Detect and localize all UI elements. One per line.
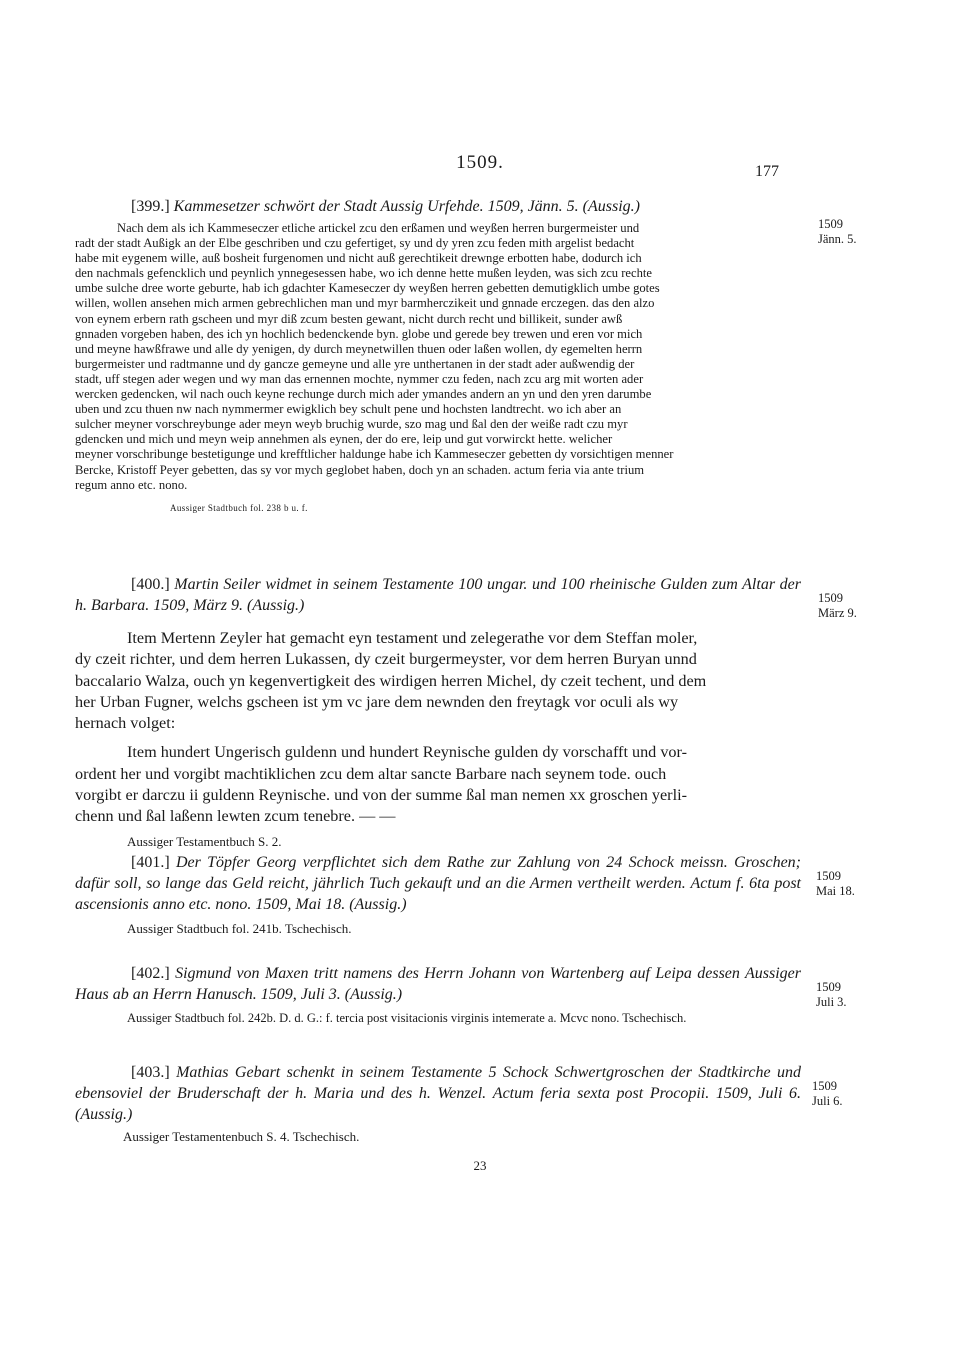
text-line: und meyne hawßfrawe und alle dy yenigen, dy durch meynetwillen thuen oder laßen wollen, dy egemelten herrn	[75, 341, 643, 356]
text-line: Nach dem als ich Kammeseczer etliche artickel zcu den erßamen und weyßen herren burgermeister und	[117, 221, 640, 235]
text-line: habe mit eygenem wille, auß bosheit furgenomen und nicht auß gerechtikeit drewnge erbotten habe, dodurch ich	[75, 251, 642, 266]
text-line: umbe sulche dree worte geburte, hab ich gdachter Kameseczer dy weyßen herren gebetten demutigklich umbe gotes	[75, 281, 660, 296]
margin-day: Jänn. 5.	[818, 232, 857, 246]
text-line: her Urban Fugner, welchs gscheen ist ym vc jare dem newnden den freytagk vor oculi als wy	[75, 692, 679, 711]
text-line: radt der stadt Außigk an der Elbe geschriben und czu gefertiget, sy und dy yren zcu feden mith argelist bedacht	[75, 236, 635, 251]
entry-399-source: Aussiger Stadtbuch fol. 238 b u. f.	[170, 502, 308, 513]
text-line: Bercke, Kristoff Peyer gebetten, das sy vor mych geglobet haben, doch yn an schaden. actum feria via ante trium	[75, 462, 645, 477]
entry-400-text	[75, 628, 801, 828]
entry-number: [401.]	[131, 854, 170, 871]
text-line: Item hundert Ungerisch guldenn und hundert Reynische gulden dy vorschafft und vor-	[127, 743, 687, 762]
margin-year: 1509	[816, 980, 841, 994]
entry-regest-tail: Actum f. 6ta post ascensionis anno etc. nono. 1509, Mai 18. (Aussig.)	[75, 875, 801, 913]
entry-399-heading	[75, 196, 801, 217]
entry-401-heading	[75, 852, 801, 915]
text-line: den nachmals gefencklich und peynlich ynnegesessen habe, wo ich denne hette mußen leyden, was sich zcu rechte	[75, 266, 653, 281]
page-number: 177	[755, 163, 779, 180]
entry-400	[75, 574, 801, 850]
text-line: sulcher meyner vorschreybunge ader meyn weyb bruchig wurde, szo mag und ßal den der weiße radt czu myr	[75, 417, 628, 432]
text-line: hernach volget:	[75, 714, 176, 733]
entry-403-source: Aussiger Testamentenbuch S. 4. Tschechisch.	[123, 1129, 360, 1144]
text-line: willen, wollen ansehen mich armen gebrechlichen man und myr barmherczikeit und gnnade erczegen. das den alzo	[75, 296, 655, 311]
text-line: vorgibt er darczu ii guldenn Reynische. und von der summe ßal man nemen xx groschen yerli-	[75, 786, 687, 805]
entry-402-heading	[75, 963, 801, 1005]
entry-399-text	[75, 221, 801, 493]
margin-year: 1509	[818, 217, 843, 231]
entry-number: [399.]	[131, 198, 170, 215]
margin-date-401	[816, 869, 886, 899]
entry-400-source: Aussiger Testamentbuch S. 2.	[127, 833, 282, 849]
text-line: Item Mertenn Zeyler hat gemacht eyn testament und zelegerathe vor dem Steffan moler,	[127, 629, 698, 647]
entry-regest: Der Töpfer Georg verpflichtet sich dem Rathe zur Zahlung von 24 Schock meissn. Groschen; dafür soll, so lange das Geld reicht, jährlich Tuch gekauft und an die Armen vertheilt werden.	[75, 854, 802, 892]
text-line: dy czeit richter, und dem herren Lukassen, dy czeit burgermeyster, vor dem herren Buryan unnd	[75, 650, 697, 669]
margin-day: Juli 6.	[812, 1094, 843, 1108]
margin-year: 1509	[818, 591, 843, 605]
text-line: baccalario Walza, ouch yn kegenvertigkeit des wirdigen herren Michel, dy czeit techent, und dem	[75, 671, 707, 690]
margin-date-402	[816, 980, 886, 1010]
text-line: gnnaden vorgeben haben, des ich yn hochlich bedenckende byn. globe und gerede bey trewen und eren vor mich	[75, 326, 643, 341]
signature-mark: 23	[473, 1158, 487, 1173]
entry-regest: Sigmund von Maxen tritt namens des Herrn Johann von Wartenberg auf Leipa dessen Aussiger Haus ab an Herrn Hanusch. 1509, Juli 3. (Aussig.)	[75, 965, 802, 1003]
entry-number: [402.]	[131, 965, 170, 982]
margin-date-399	[818, 217, 888, 247]
margin-day: Mai 18.	[816, 884, 855, 898]
entry-399	[75, 196, 801, 513]
text-line: von eynem erbern rath gscheen und myr diß zcum besten gewant, nicht durch recht und billikeit, sunder awß	[75, 311, 623, 326]
text-line: regum anno etc. nono.	[75, 477, 188, 492]
entry-regest: Kammesetzer schwört der Stadt Aussig Urfehde. 1509, Jänn. 5. (Aussig.)	[173, 198, 640, 215]
entry-403	[75, 1062, 801, 1145]
margin-date-403	[812, 1079, 882, 1109]
margin-day: März 9.	[818, 606, 857, 620]
entry-403-heading	[75, 1062, 801, 1125]
entry-number: [400.]	[131, 576, 170, 593]
text-line: chenn und ßal laßenn lewten zcum tenebre. — —	[75, 807, 396, 826]
margin-date-400	[818, 591, 888, 621]
entry-401-source: Aussiger Stadtbuch fol. 241b. Tschechisch.	[127, 921, 352, 936]
text-line: meyner vorschribunge bestetigunge und krefftlicher haldunge habe ich Kammeseczer gebetten dy vorsichtigen menner	[75, 447, 674, 462]
margin-year: 1509	[816, 869, 841, 883]
entry-402-source: Aussiger Stadtbuch fol. 242b. D. d. G.: f. tercia post visitacionis virginis intemerate a. Mcvc nono. Tschechisch.	[127, 1011, 687, 1025]
margin-year: 1509	[812, 1079, 837, 1093]
entry-number: [403.]	[131, 1064, 170, 1081]
entry-regest: Mathias Gebart schenkt in seinem Testamente 5 Schock Schwertgroschen der Stadtkirche und ebensoviel der Bruderschaft der h. Maria und des h. Wenzel.	[75, 1064, 802, 1102]
entry-401	[75, 852, 801, 937]
text-line: ordent her und vorgibt machtiklichen zcu dem altar sancte Barbare nach seynem tode. ouch	[75, 764, 667, 783]
text-line: burgermeister und radtmanne und dy gancze gemeyne und alle yre unthertanen in der stadt ader außwendig der	[75, 356, 635, 371]
text-line: uben und zcu thuen nw nach nymmermer ewigklich bey schult pene und hochsten landtrecht. wo ich aber an	[75, 402, 622, 417]
entry-regest-tail: Actum feria sexta post Procopii. 1509, Juli 6. (Aussig.)	[75, 1085, 802, 1123]
entry-402	[75, 963, 801, 1026]
entry-400-heading	[75, 574, 801, 616]
entry-regest: Martin Seiler widmet in seinem Testamente 100 ungar. und 100 rheinische Gulden zum Altar der h. Barbara. 1509, März 9. (Aussig.)	[75, 576, 802, 614]
text-line: wercken gedencken, wil nach ouch keyne rechunge durch mich ader ymandes andern an yn und den yren darumbe	[75, 387, 652, 402]
margin-day: Juli 3.	[816, 995, 847, 1009]
running-head-year: 1509.	[456, 152, 504, 173]
text-line: stadt, uff stegen ader wegen und wy man das ernennen mochte, nymmer czu feden, nach zcu arg mit worten ader	[75, 371, 644, 386]
text-line: gdencken und mich und meyn weip annehmen als eynen, der do ere, leip und gut vorwirckt hette. welicher	[75, 432, 613, 447]
